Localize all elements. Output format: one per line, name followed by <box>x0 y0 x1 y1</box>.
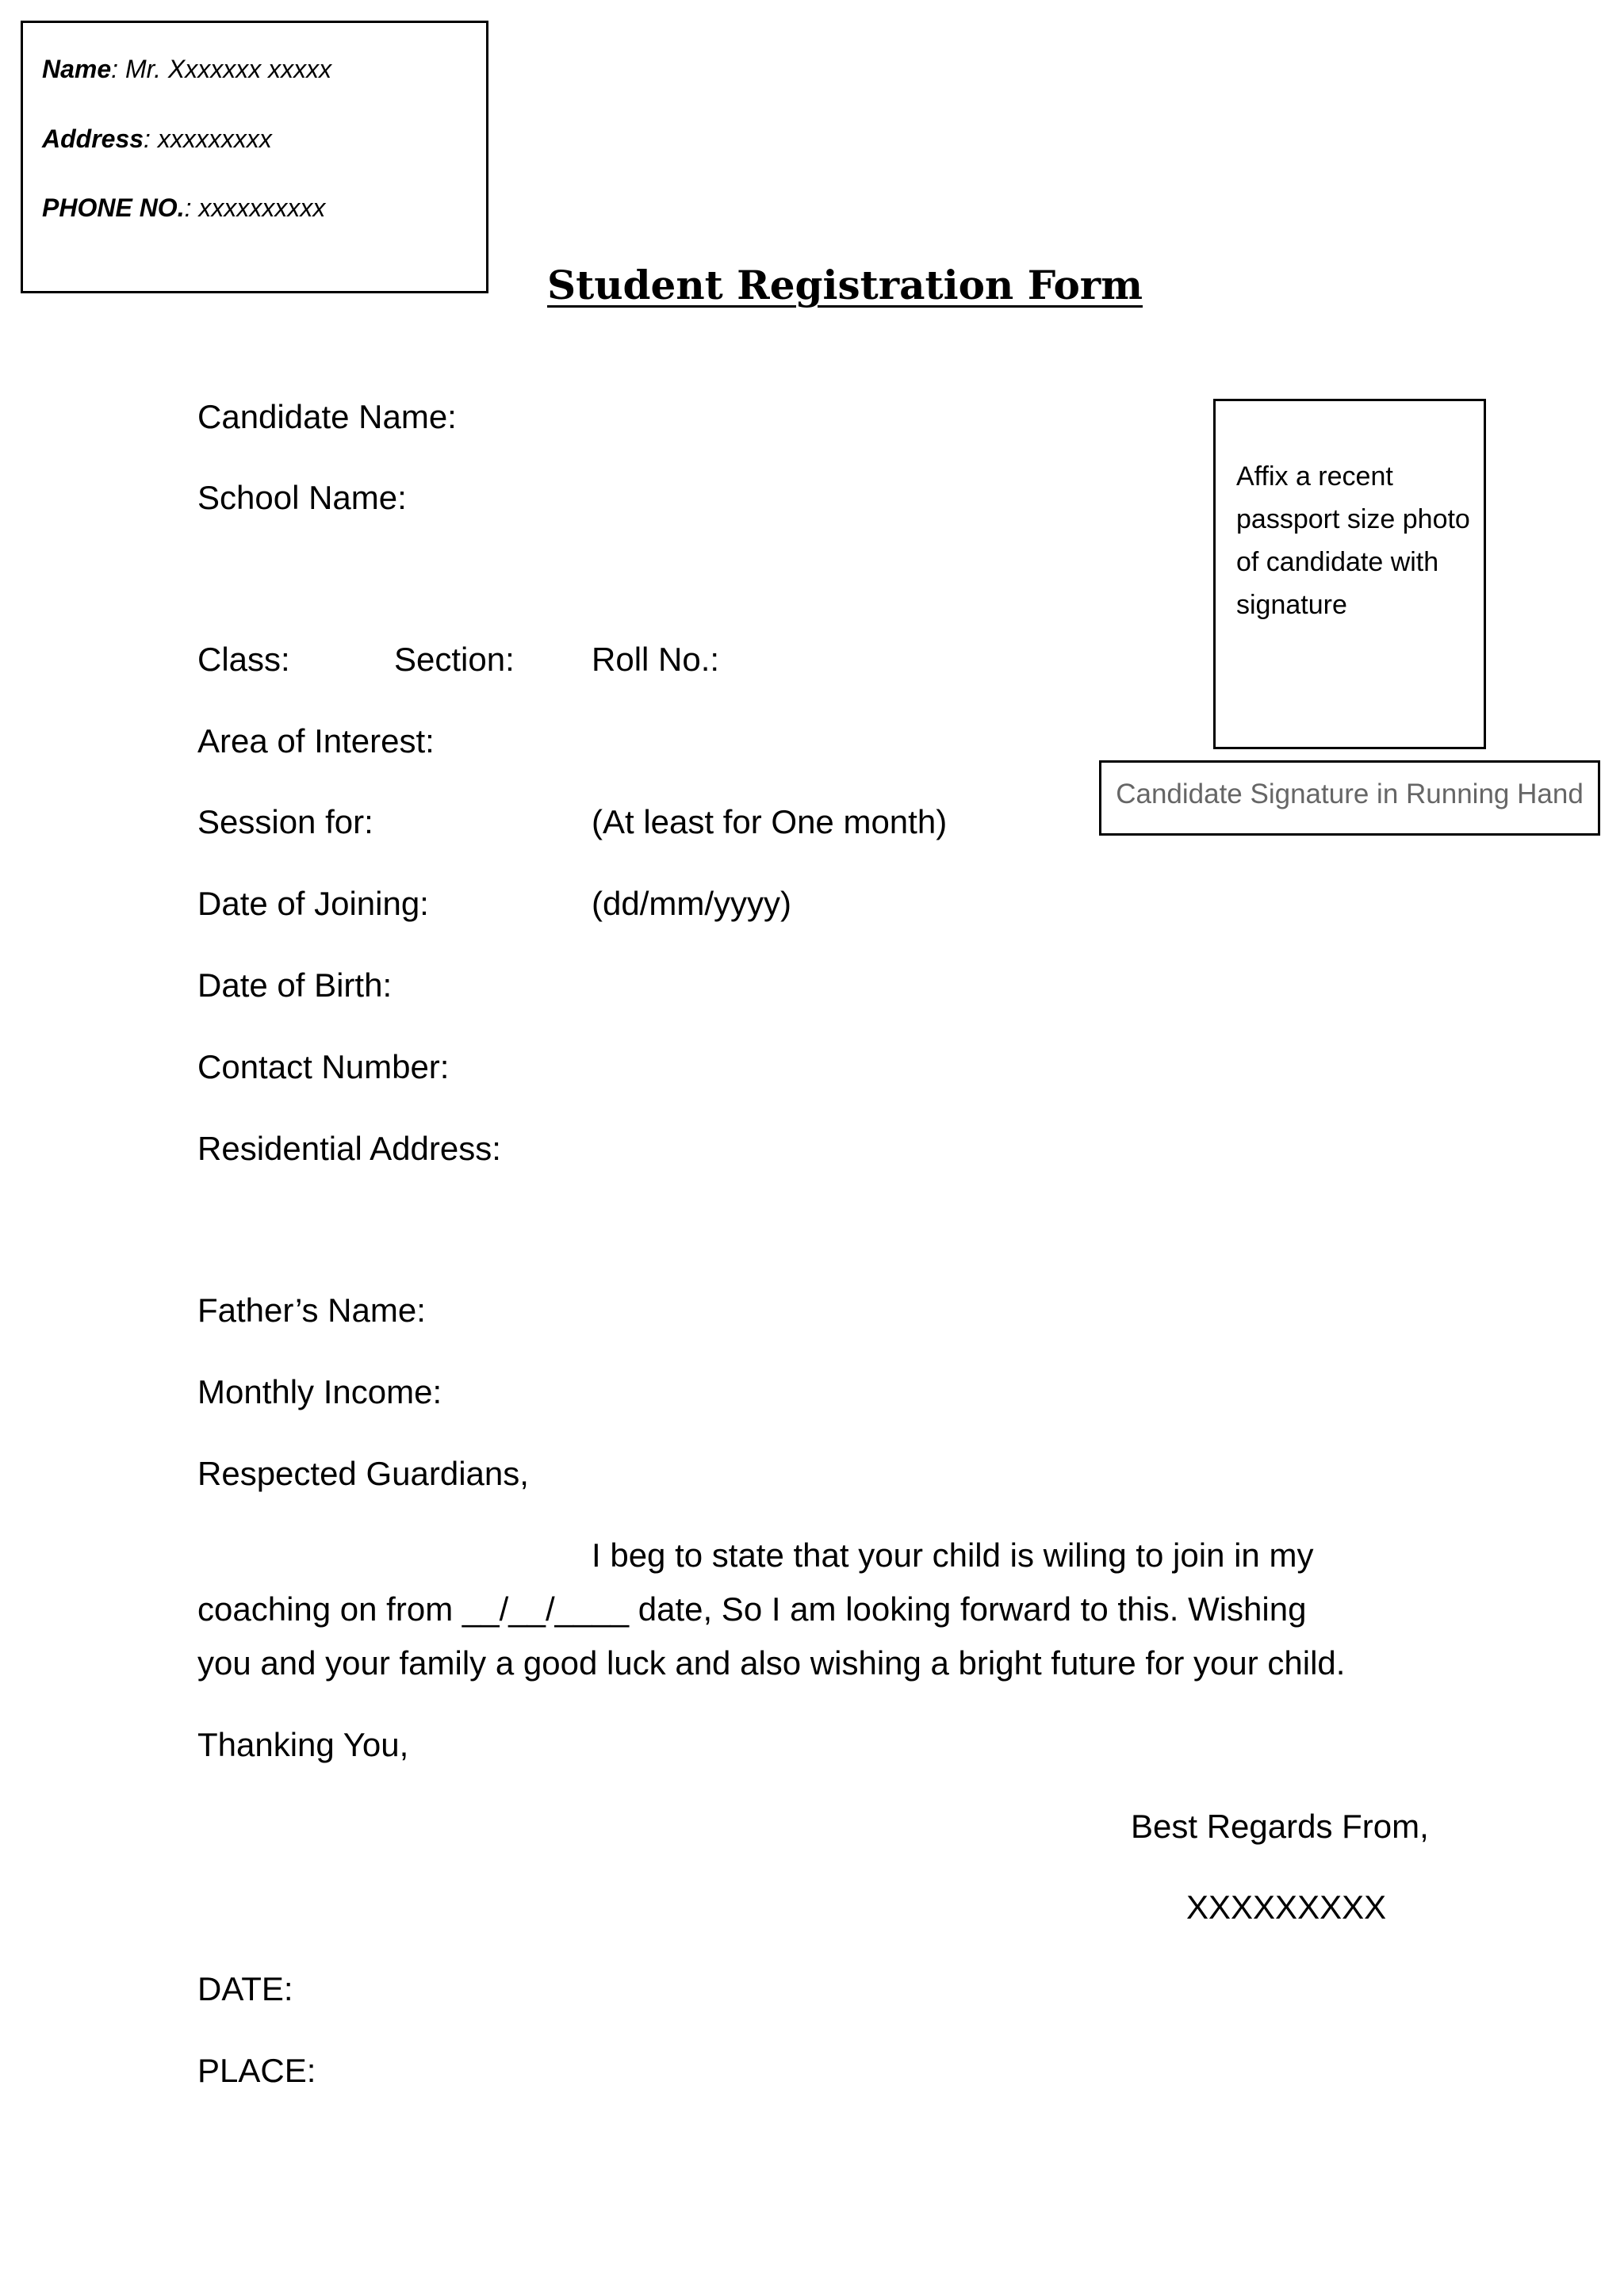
monthly-income-label: Monthly Income: <box>197 1373 442 1410</box>
session-hint: (At least for One month) <box>592 803 948 840</box>
letter-regards: Best Regards From, <box>1131 1808 1429 1845</box>
contact-phone-value: : xxxxxxxxxx <box>184 193 326 222</box>
class-label: Class: <box>197 641 290 678</box>
roll-no-label: Roll No.: <box>592 641 720 678</box>
residential-address-label: Residential Address: <box>197 1130 501 1167</box>
photo-instructions: Affix a recent passport size photo of candidate with signature <box>1236 461 1470 620</box>
signature-box <box>1099 760 1600 836</box>
session-for-label: Session for: <box>197 803 373 840</box>
signature-label: Candidate Signature in Running Hand <box>1116 779 1584 809</box>
contact-name-key: Name <box>42 55 112 83</box>
photo-box <box>1213 399 1486 749</box>
date-label: DATE: <box>197 1970 293 2007</box>
contact-number-label: Contact Number: <box>197 1048 450 1085</box>
form-title: Student Registration Form <box>547 262 1143 308</box>
place-label: PLACE: <box>197 2052 316 2089</box>
contact-address-line <box>42 124 272 154</box>
area-of-interest-label: Area of Interest: <box>197 722 435 760</box>
letter-salutation: Respected Guardians, <box>197 1455 529 1492</box>
contact-name-value: : Mr. Xxxxxxx xxxxx <box>111 55 332 83</box>
date-of-birth-label: Date of Birth: <box>197 966 393 1004</box>
contact-phone-line <box>42 193 325 223</box>
contact-phone-key: PHONE NO. <box>42 193 185 222</box>
contact-address-key: Address <box>42 124 144 153</box>
school-name-label: School Name: <box>197 479 407 516</box>
contact-name-line <box>42 55 331 84</box>
contact-box <box>21 21 488 293</box>
date-format-hint: (dd/mm/yyyy) <box>592 885 791 922</box>
letter-sender: XXXXXXXXX <box>1186 1888 1387 1926</box>
letter-line-3: you and your family a good luck and also wishing a bright future for your child. <box>197 1644 1346 1682</box>
fathers-name-label: Father’s Name: <box>197 1292 426 1329</box>
section-label: Section: <box>394 641 515 678</box>
date-of-joining-label: Date of Joining: <box>197 885 429 922</box>
letter-line-2: coaching on from __/__/____ date, So I am looking forward to this. Wishing <box>197 1590 1307 1628</box>
contact-address-value: : xxxxxxxxx <box>144 124 272 153</box>
letter-line-1: I beg to state that your child is wiling to join in my <box>592 1536 1314 1574</box>
candidate-name-label: Candidate Name: <box>197 398 457 435</box>
letter-thanks: Thanking You, <box>197 1726 409 1763</box>
